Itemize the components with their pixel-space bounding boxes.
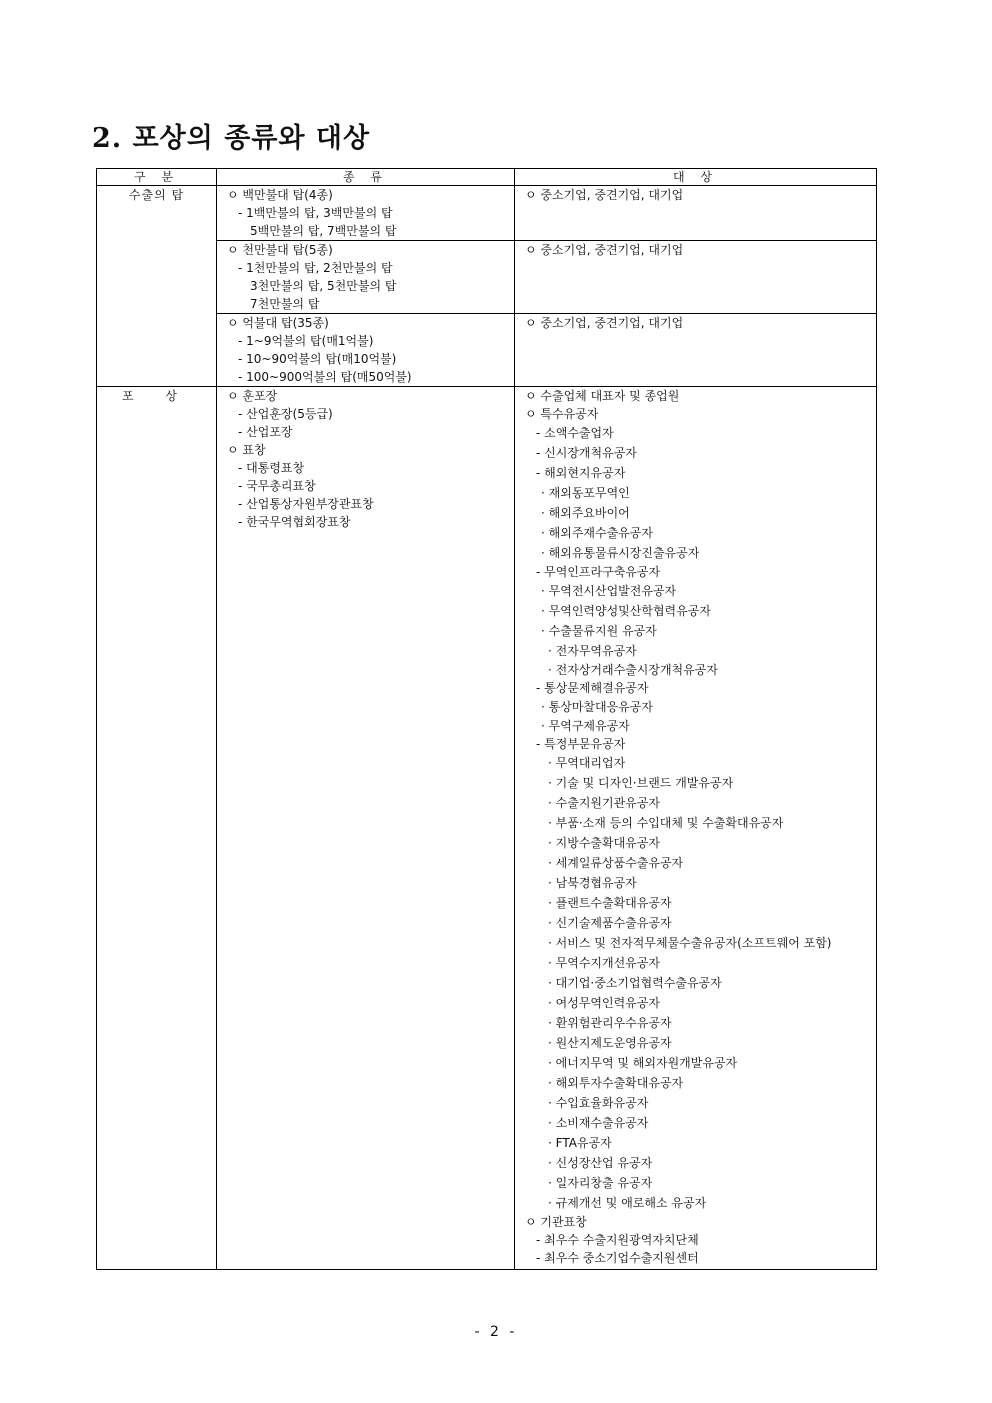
target-line: · 기술 및 디자인·브랜드 개발유공자 xyxy=(548,776,734,790)
award-targets-cell xyxy=(515,387,877,1270)
target-line: - 신시장개척유공자 xyxy=(536,446,637,460)
target-line: · 신성장산업 유공자 xyxy=(548,1156,653,1170)
target-line: ㅇ 중소기업, 중견기업, 대기업 xyxy=(525,188,684,202)
target-line: · 무역인력양성및산학협력유공자 xyxy=(541,604,711,618)
target-line: · 무역대리업자 xyxy=(548,756,626,770)
type-line: ㅇ 백만불대 탑(4종) xyxy=(227,188,333,202)
type-line: - 100~900억불의 탑(매50억불) xyxy=(238,370,412,384)
type-line: - 1천만불의 탑, 2천만불의 탑 xyxy=(238,261,393,275)
award-types-cell xyxy=(217,387,515,1270)
type-line: 7천만불의 탑 xyxy=(250,297,320,311)
target-line: - 최우수 중소기업수출지원센터 xyxy=(536,1251,699,1265)
type-line: ㅇ 훈포장 xyxy=(227,389,278,403)
target-line: · 남북경협유공자 xyxy=(548,876,637,890)
award-table xyxy=(96,168,877,1270)
target-line: · 세계일류상품수출유공자 xyxy=(548,856,684,870)
target-line: - 통상문제해결유공자 xyxy=(536,681,649,695)
tower-target-cell xyxy=(515,241,877,314)
category-award: 포 상 xyxy=(97,387,217,1270)
target-line: · 대기업·중소기업협력수출유공자 xyxy=(548,976,722,990)
target-line: ㅇ 기관표창 xyxy=(525,1215,587,1229)
target-line: · 신기술제품수출유공자 xyxy=(548,916,672,930)
target-line: ㅇ 중소기업, 중견기업, 대기업 xyxy=(525,243,684,257)
target-line: · 해외투자수출확대유공자 xyxy=(548,1076,684,1090)
table-row xyxy=(97,387,877,1270)
target-line: · 무역수지개선유공자 xyxy=(548,956,660,970)
target-line: · 원산지제도운영유공자 xyxy=(548,1036,672,1050)
target-line: - 해외현지유공자 xyxy=(536,466,626,480)
target-line: - 최우수 수출지원광역자치단체 xyxy=(536,1233,699,1247)
target-line: · 통상마찰대응유공자 xyxy=(541,700,653,714)
target-line: · 에너지무역 및 해외자원개발유공자 xyxy=(548,1056,738,1070)
target-line: - 특정부문유공자 xyxy=(536,737,626,751)
target-line: · 무역구제유공자 xyxy=(541,719,630,733)
header-category: 구 분 xyxy=(97,169,217,186)
header-type: 종 류 xyxy=(217,169,515,186)
target-line: · 지방수출확대유공자 xyxy=(548,836,660,850)
target-line: · 해외유통물류시장진출유공자 xyxy=(541,546,700,560)
target-line: · 전자상거래수출시장개척유공자 xyxy=(548,663,718,677)
type-line: - 산업훈장(5등급) xyxy=(238,407,333,421)
target-line: · FTA유공자 xyxy=(548,1136,612,1150)
target-line: ㅇ 특수유공자 xyxy=(525,407,599,421)
target-line: - 무역인프라구축유공자 xyxy=(536,565,661,579)
page-title: 2. 포상의 종류와 대상 xyxy=(92,123,371,154)
type-line: 3천만불의 탑, 5천만불의 탑 xyxy=(250,279,397,293)
target-line: · 전자무역유공자 xyxy=(548,644,637,658)
type-line: - 산업포장 xyxy=(238,425,293,439)
type-line: - 국무총리표창 xyxy=(238,479,316,493)
target-line: · 해외주재수출유공자 xyxy=(541,526,653,540)
target-line: · 서비스 및 전자적무체물수출유공자(소프트웨어 포함) xyxy=(548,936,832,950)
target-line: · 여성무역인력유공자 xyxy=(548,996,660,1010)
target-line: - 소액수출업자 xyxy=(536,426,614,440)
type-line: - 10~90억불의 탑(매10억불) xyxy=(238,352,397,366)
target-line: · 수입효율화유공자 xyxy=(548,1096,649,1110)
target-line: · 수출지원기관유공자 xyxy=(548,796,660,810)
tower-types-cell xyxy=(217,186,515,241)
type-line: - 산업통상자원부장관표창 xyxy=(238,497,374,511)
table-header-row xyxy=(97,169,877,186)
type-line: - 1백만불의 탑, 3백만불의 탑 xyxy=(238,206,393,220)
target-line: · 부품·소재 등의 수입대체 및 수출확대유공자 xyxy=(548,816,784,830)
table-row xyxy=(97,186,877,241)
page-number: - 2 - xyxy=(474,1324,518,1340)
target-line: · 일자리창출 유공자 xyxy=(548,1176,653,1190)
type-line: ㅇ 억불대 탑(35종) xyxy=(227,316,329,330)
tower-types-cell xyxy=(217,241,515,314)
target-line: · 환위험관리우수유공자 xyxy=(548,1016,672,1030)
target-line: · 소비재수출유공자 xyxy=(548,1116,649,1130)
target-line: · 규제개선 및 애로해소 유공자 xyxy=(548,1196,707,1210)
type-line: - 1~9억불의 탑(매1억불) xyxy=(238,334,374,348)
target-line: · 해외주요바이어 xyxy=(541,506,630,520)
category-tower: 수출의 탑 xyxy=(97,186,217,387)
header-target: 대 상 xyxy=(515,169,877,186)
target-line: · 무역전시산업발전유공자 xyxy=(541,584,677,598)
tower-types-cell xyxy=(217,314,515,387)
tower-target-cell xyxy=(515,186,877,241)
type-line: - 한국무역협회장표창 xyxy=(238,515,351,529)
type-line: 5백만불의 탑, 7백만불의 탑 xyxy=(250,224,397,238)
type-line: ㅇ 천만불대 탑(5종) xyxy=(227,243,333,257)
type-line: ㅇ 표창 xyxy=(227,443,266,457)
target-line: · 플랜트수출확대유공자 xyxy=(548,896,672,910)
type-line: - 대통령표창 xyxy=(238,461,305,475)
target-line: ㅇ 수출업체 대표자 및 종업원 xyxy=(525,389,680,403)
target-line: · 수출물류지원 유공자 xyxy=(541,624,657,638)
target-line: · 재외동포무역인 xyxy=(541,486,630,500)
target-line: ㅇ 중소기업, 중견기업, 대기업 xyxy=(525,316,684,330)
tower-target-cell xyxy=(515,314,877,387)
